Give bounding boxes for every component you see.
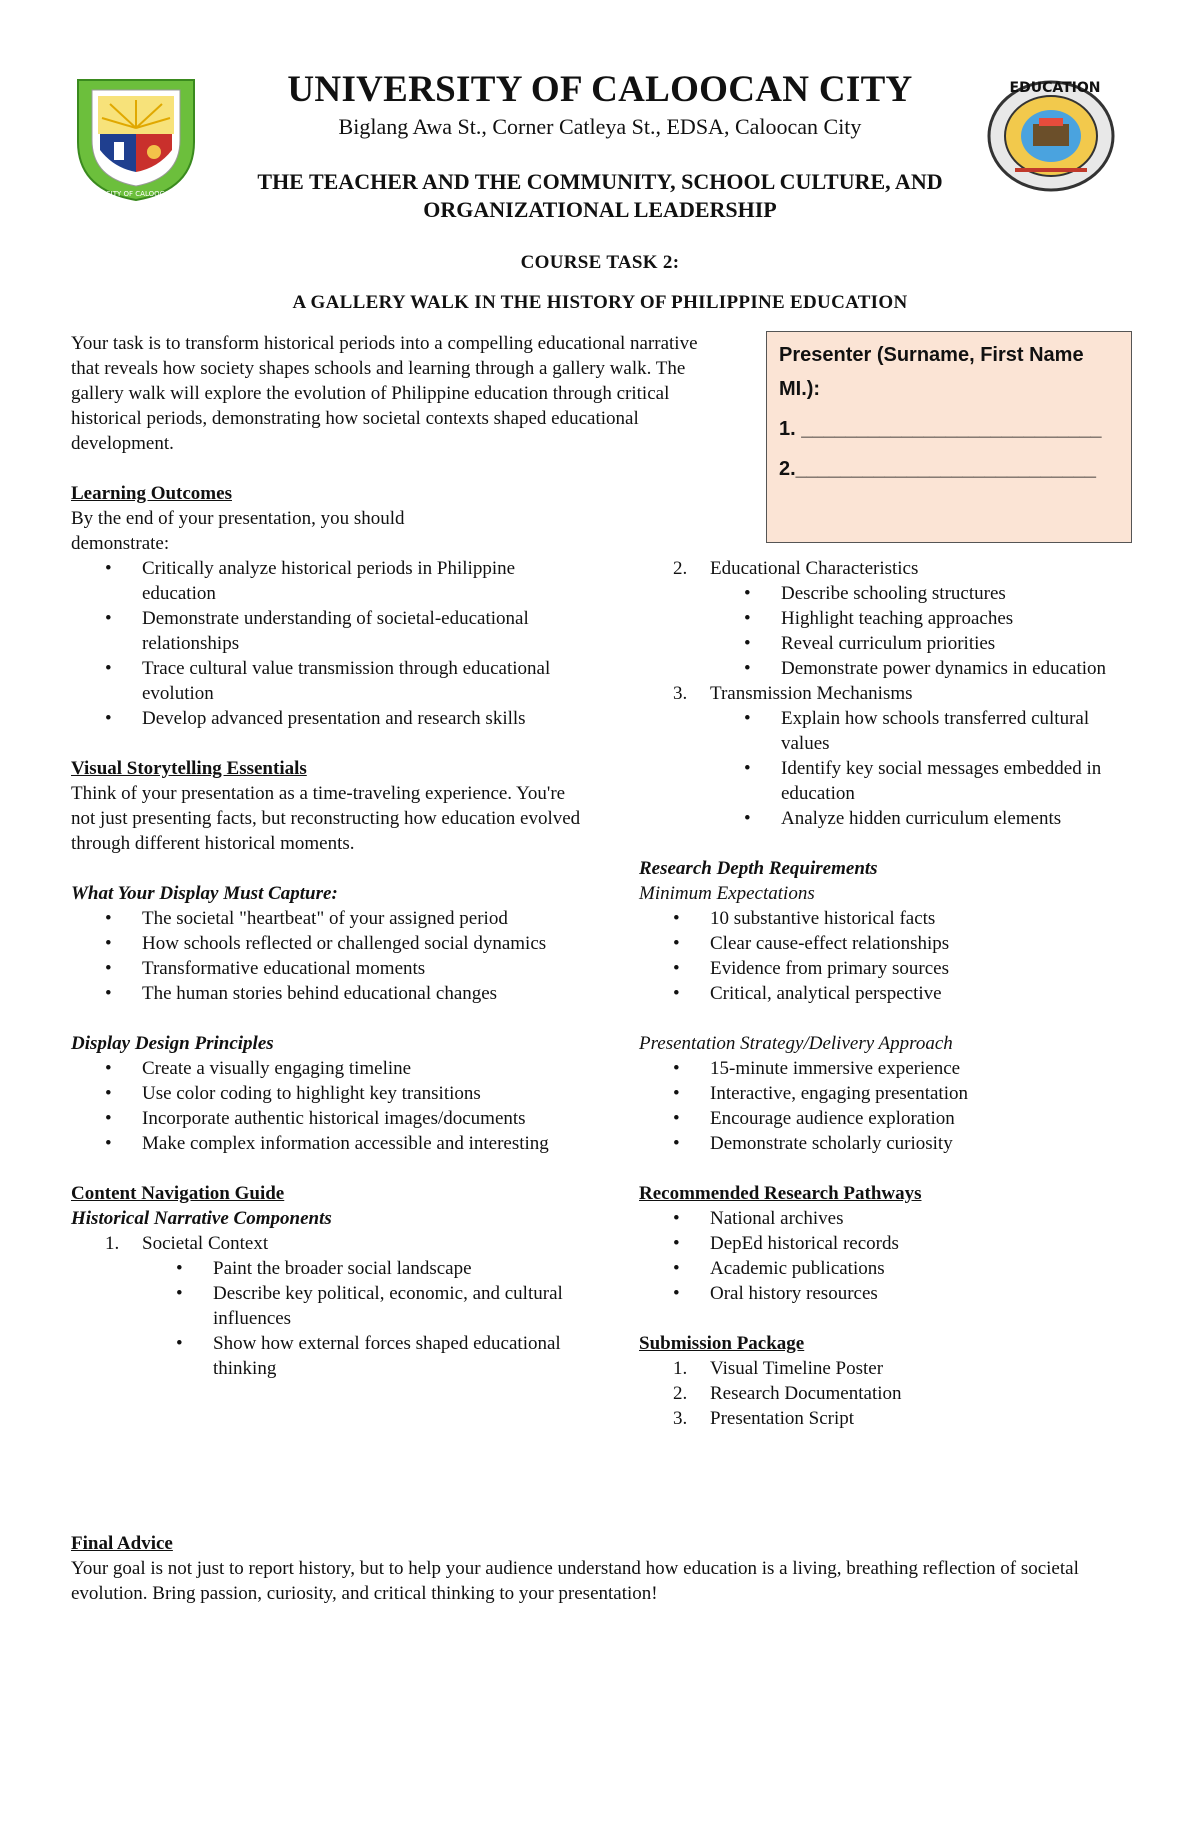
course-title — [205, 168, 995, 224]
list-item: • Use color coding to highlight key transitions — [71, 1081, 591, 1106]
visual-storytelling-text: Think of your presentation as a time-traveling experience. You're not just presenting facts, but reconstructing how education evolved through different historical moments. — [71, 783, 581, 854]
list-item: • 10 substantive historical facts — [639, 906, 1139, 931]
list-item — [639, 1406, 1139, 1431]
research-depth-heading: Research Depth Requirements — [639, 858, 878, 879]
minimum-expectations-label: Minimum Expectations — [639, 883, 815, 904]
list-item: • The societal "heartbeat" of your assigned period — [71, 906, 591, 931]
minimum-expectations-list — [639, 906, 1139, 1006]
item-number: 1. — [673, 1358, 688, 1379]
list-item: • Highlight teaching approaches — [710, 606, 1139, 631]
intro-paragraph: Your task is to transform historical periods into a compelling educational narrative that reveals how society shapes schools and learning through a gallery walk. The gallery walk will explore the evolution of Philippine education through critical historical periods, demonstrating how societal contexts shaped educational development. — [71, 333, 698, 454]
navigation-heading: Content Navigation Guide — [71, 1183, 285, 1204]
list-item: • Incorporate authentic historical images/documents — [71, 1106, 591, 1131]
list-item — [71, 1231, 591, 1381]
section-title: Transmission Mechanisms — [710, 683, 913, 704]
list-item — [639, 681, 1139, 831]
left-column — [71, 481, 591, 1381]
item-number: 2. — [673, 1383, 688, 1404]
list-item — [639, 556, 1139, 681]
list-item: • Trace cultural value transmission through educational evolution — [71, 656, 591, 706]
final-advice-section — [71, 1531, 1141, 1606]
section-items — [142, 1256, 591, 1381]
university-title: UNIVERSITY OF CALOOCAN CITY — [287, 69, 913, 110]
item-text: Presentation Script — [710, 1408, 855, 1429]
task-title: A GALLERY WALK IN THE HISTORY OF PHILIPPINE EDUCATION — [292, 292, 908, 313]
section-number: 1. — [105, 1233, 120, 1254]
list-item: • Describe key political, economic, and cultural influences — [142, 1281, 591, 1331]
research-pathways-list — [639, 1206, 1139, 1306]
list-item: • Identify key social messages embedded in education — [710, 756, 1139, 806]
course-title-line-2: ORGANIZATIONAL LEADERSHIP — [423, 197, 777, 222]
list-item: • Analyze hidden curriculum elements — [710, 806, 1139, 831]
list-item: • Demonstrate power dynamics in education — [710, 656, 1139, 681]
list-item: • Demonstrate scholarly curiosity — [639, 1131, 1139, 1156]
visual-storytelling-heading: Visual Storytelling Essentials — [71, 758, 307, 779]
item-text: Visual Timeline Poster — [710, 1358, 884, 1379]
university-address: Biglang Awa St., Corner Catleya St., EDSA, Caloocan City — [338, 114, 862, 139]
navigation-section-1 — [71, 1231, 591, 1381]
navigation-sections-2-3 — [639, 556, 1139, 831]
final-advice-heading: Final Advice — [71, 1533, 173, 1554]
section-number: 2. — [673, 558, 688, 579]
list-item: • Describe schooling structures — [710, 581, 1139, 606]
section-items — [710, 581, 1139, 681]
list-item: • The human stories behind educational changes — [71, 981, 591, 1006]
navigation-subheading: Historical Narrative Components — [71, 1208, 332, 1229]
section-title: Educational Characteristics — [710, 558, 919, 579]
list-item: • Oral history resources — [639, 1281, 1139, 1306]
design-principles-list — [71, 1056, 591, 1156]
learning-outcomes-heading: Learning Outcomes — [71, 483, 232, 504]
list-item: • Show how external forces shaped educational thinking — [142, 1331, 591, 1381]
display-capture-list — [71, 906, 591, 1006]
svg-text:EDUCATION: EDUCATION — [1009, 80, 1101, 96]
design-principles-heading: Display Design Principles — [71, 1033, 274, 1054]
list-item: • Make complex information accessible and interesting — [71, 1131, 591, 1156]
presenter-line-1[interactable]: 1. ___________________________ — [779, 418, 1102, 440]
learning-outcomes-intro: By the end of your presentation, you should demonstrate: — [71, 508, 405, 554]
list-item: • Clear cause-effect relationships — [639, 931, 1139, 956]
section-items — [710, 706, 1139, 831]
learning-outcomes-list — [71, 556, 591, 731]
list-item: • Transformative educational moments — [71, 956, 591, 981]
section-title: Societal Context — [142, 1233, 269, 1254]
presenter-box[interactable] — [766, 331, 1132, 543]
list-item: • Create a visually engaging timeline — [71, 1056, 591, 1081]
list-item: • Evidence from primary sources — [639, 956, 1139, 981]
submission-heading: Submission Package — [639, 1333, 805, 1354]
list-item: • Encourage audience exploration — [639, 1106, 1139, 1131]
course-title-line-1: THE TEACHER AND THE COMMUNITY, SCHOOL CULTURE, AND — [257, 169, 943, 194]
list-item: • Critically analyze historical periods in Philippine education — [71, 556, 591, 606]
final-advice-text: Your goal is not just to report history, but to help your audience understand how education is a living, breathing reflection of societal evolution. Bring passion, curiosity, and critical thinking to your presentation! — [71, 1558, 1079, 1604]
presentation-strategy-label: Presentation Strategy/Delivery Approach — [639, 1033, 953, 1054]
item-number: 3. — [673, 1408, 688, 1429]
research-pathways-heading: Recommended Research Pathways — [639, 1183, 922, 1204]
list-item: • National archives — [639, 1206, 1139, 1231]
list-item: • Academic publications — [639, 1256, 1139, 1281]
list-item: • 15-minute immersive experience — [639, 1056, 1139, 1081]
list-item: • Interactive, engaging presentation — [639, 1081, 1139, 1106]
list-item: • Critical, analytical perspective — [639, 981, 1139, 1006]
section-number: 3. — [673, 683, 688, 704]
presenter-label: Presenter (Surname, First Name MI.): — [779, 344, 1084, 400]
svg-text:UNIVERSITY OF CALOOCAN CITY: UNIVERSITY OF CALOOCAN CITY — [79, 190, 193, 198]
list-item: • DepEd historical records — [639, 1231, 1139, 1256]
presenter-line-2[interactable]: 2.___________________________ — [779, 458, 1097, 480]
task-label: COURSE TASK 2: — [520, 252, 680, 273]
submission-list — [639, 1356, 1139, 1431]
university-seal-logo — [70, 72, 202, 204]
right-column — [639, 556, 1139, 1431]
list-item: • Demonstrate understanding of societal-educational relationships — [71, 606, 591, 656]
item-text: Research Documentation — [710, 1383, 902, 1404]
list-item: • Explain how schools transferred cultural values — [710, 706, 1139, 756]
list-item: • How schools reflected or challenged social dynamics — [71, 931, 591, 956]
display-capture-heading: What Your Display Must Capture: — [71, 883, 338, 904]
education-emblem-logo — [985, 74, 1125, 194]
list-item: • Develop advanced presentation and research skills — [71, 706, 591, 731]
list-item: • Paint the broader social landscape — [142, 1256, 591, 1281]
list-item — [639, 1356, 1139, 1381]
list-item — [639, 1381, 1139, 1406]
list-item: • Reveal curriculum priorities — [710, 631, 1139, 656]
presentation-strategy-list — [639, 1056, 1139, 1156]
